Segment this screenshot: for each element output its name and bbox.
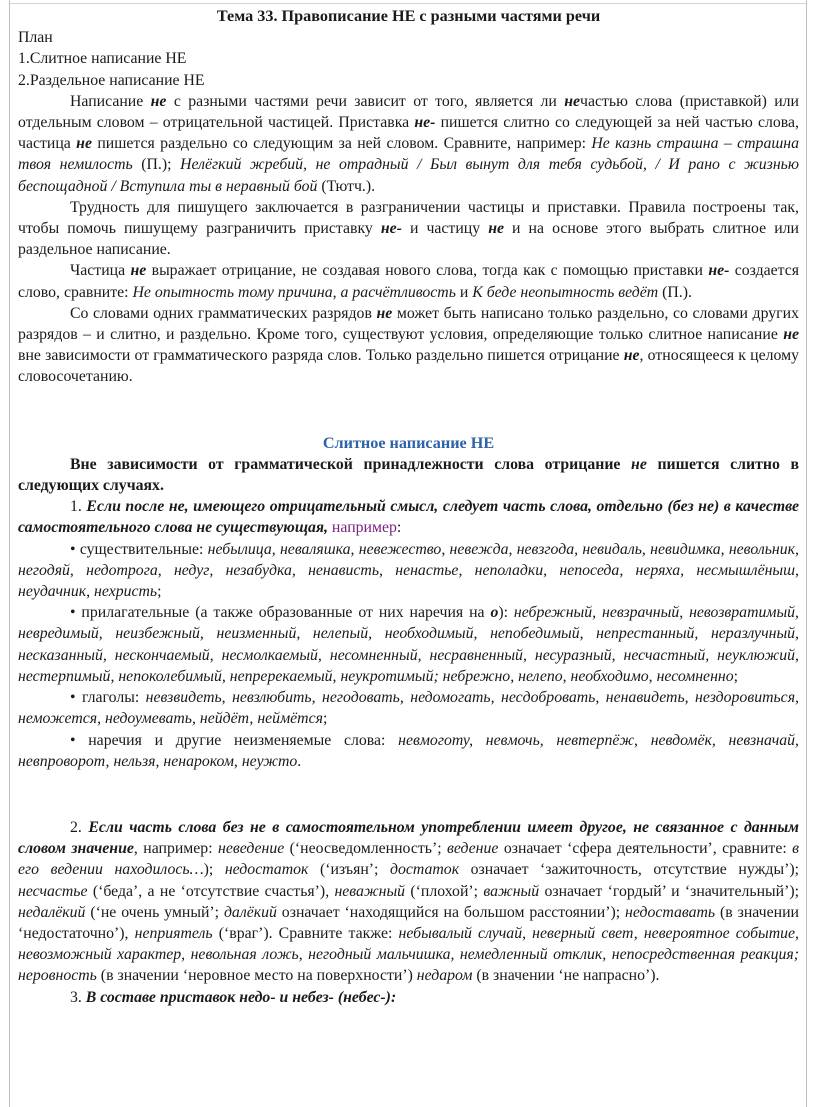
page-title: Тема 33. Правописание НЕ с разными частями речи: [216, 7, 601, 25]
intro-paragraph-1: Написание не с разными частями речи зависит от того, является ли нечастью слова (приставкой) или отдельным словом – отрицательной частицей. Приставка не- пишется слитно со следующей за ней частью слова, частица не пишется раздельно со следующим за ней словом. Сравните, например: Не казнь страшна – страшна твоя немилость (П.); Нелёгкий жребий, не отрадный / Был вынут для тебя судьбой, / И рано с жизнью беспощадной / Вступила ты в неравный бой (Тютч.).: [18, 92, 800, 195]
rule-1: 1. Если после не, имеющего отрицательный смысл, следует часть слова, отдельно (без не) в качестве самостоятельного слова не существующая, например:: [18, 498, 799, 537]
plan-heading: План: [18, 29, 53, 47]
section-lead: Вне зависимости от грамматической принадлежности слова отрицание не пишется слитно в следующих случаях.: [18, 455, 799, 495]
intro-paragraph-4: Со словами одних грамматических разрядов не может быть написано только раздельно, со словами других разрядов – и слитно, и раздельно. Кроме того, существуют условия, определяющие только слитное написание не вне зависимости от грамматического разряда слов. Только раздельно пишется отрицание не, относящееся к целому словосочетанию.: [18, 304, 799, 386]
bullet-adjectives: • прилагательные (а также образованные от них наречия на о): небрежный, невзрачный, невозвратимый, невредимый, неизбежный, неизменный, нелепый, необходимый, непобедимый, непрестанный, неразлучный, несказанный, нескончаемый, несмолкаемый, несомненный, несравненный, несуразный, несчастный, неуклюжий, нестерпимый, непоколебимый, непререкаемый, неукротимый; небрежно, нелепо, необходимо, несомненно;: [18, 604, 800, 685]
plan-item-1: 1.Слитное написание НЕ: [18, 50, 187, 68]
bullet-verbs: • глаголы: невзвидеть, невзлюбить, негодовать, недомогать, несдобровать, ненавидеть, нездоровиться, неможется, недоумевать, нейдёт, неймётся;: [18, 689, 799, 728]
bullet-adverbs: • наречия и другие неизменяемые слова: невмоготу, невмочь, невтерпёж, невдомёк, невзначай, невпроворот, нельзя, ненароком, неужто.: [18, 731, 799, 770]
bullet-nouns: • существительные: небылица, неваляшка, невежество, невежда, невзгода, невидаль, невидимка, невольник, негодяй, недотрога, недуг, незабудка, ненависть, ненастье, неполадки, непоседа, неряха, несмышлёныш, неудачник, нехристь;: [18, 540, 799, 601]
document: [18, 6, 799, 1008]
intro-paragraph-3: Частица не выражает отрицание, не создавая нового слова, тогда как с помощью приставки не- создается слово, сравните: Не опытность тому причина, а расчётливость и К беде неопытность ведёт (П.).: [18, 262, 800, 301]
plan-item-2: 2.Раздельное написание НЕ: [18, 71, 205, 89]
intro-paragraph-2: Трудность для пишущего заключается в разграничении частицы и приставки. Правила построены так, чтобы помочь пишущему разграничить приставку не- и частицу не и на основе этого выбрать слитное или раздельное написание.: [18, 198, 799, 259]
section-title: Слитное написание НЕ: [322, 433, 495, 452]
rule-3: 3. В составе приставок недо- и небез- (небес-):: [70, 988, 397, 1006]
rule-2: 2. Если часть слова без не в самостоятельном употреблении имеет другое, не связанное с данным словом значение, например: неведение (‘неосведомленность’; ведение означает ‘сфера деятельности’, сравните: в его ведении находилось…); недостаток (‘изъян’; достаток означает ‘зажиточность, отсутствие нужды’); несчастье (‘беда’, а не ‘отсутствие счастья’), неважный (‘плохой’; важный означает ‘гордый’ и ‘значительный’); недалёкий (‘не очень умный’; далёкий означает ‘находящийся на большом расстоянии’); недоставать (в значении ‘недостаточно’), неприятель (‘враг’). Сравните также: небывалый случай, неверный свет, невероятное событие, невозможный характер, невольная ложь, негодный мальчишка, немедленный отклик, непосредственная реакция; неровность (в значении ‘неровное место на поверхности’) недаром (в значении ‘не напрасно’).: [18, 818, 799, 985]
